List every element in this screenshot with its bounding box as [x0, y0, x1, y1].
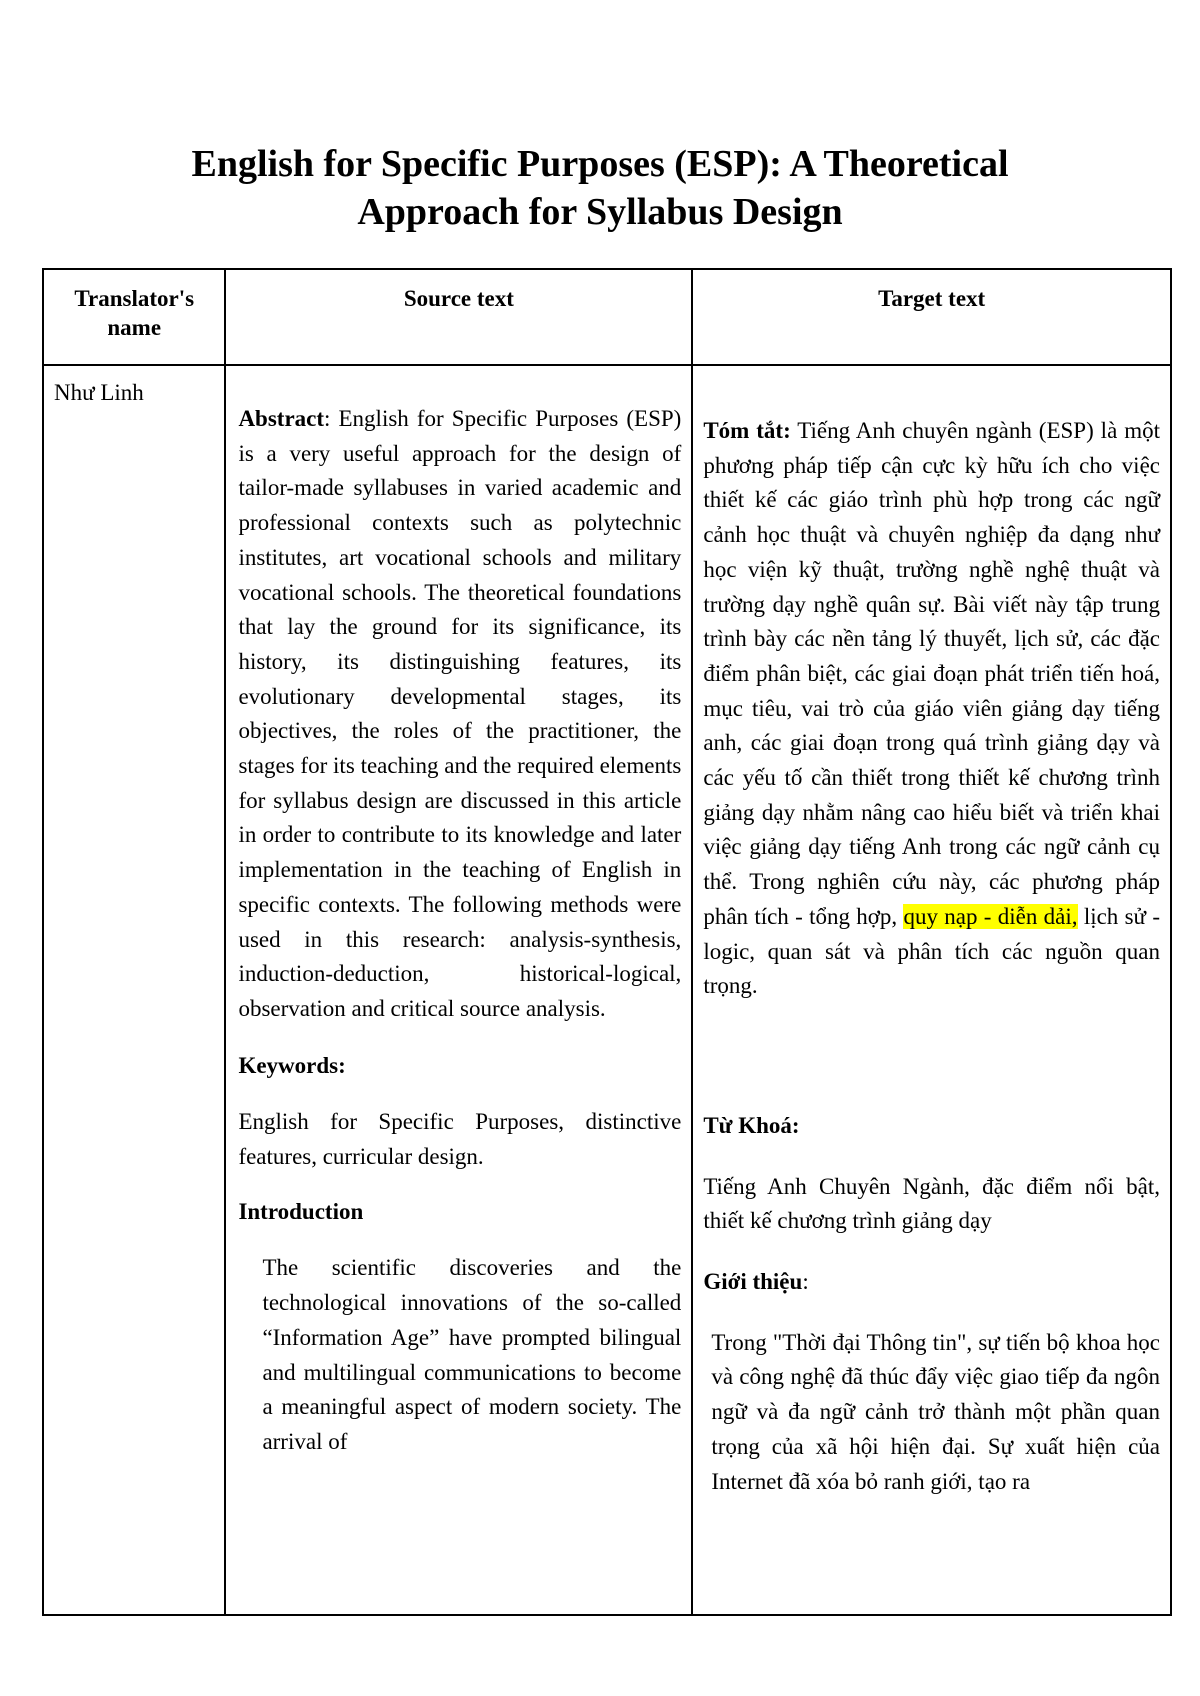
source-abstract: [238, 402, 681, 1027]
source-abstract-text: : English for Specific Purposes (ESP) is a very useful approach for the design of tailor-made syllabuses in varied academic and professional contexts such as polytechnic institutes, art vocational schools and military vocational schools. The theoretical foundations that lay the ground for its significance, its history, its distinguishing features, its evolutionary developmental stages, its objectives, the roles of the practitioner, the stages for its teaching and the required elements for syllabus design are discussed in this article in order to contribute to its knowledge and later implementation in the teaching of English in specific contexts. The following methods were used in this research: analysis-synthesis, induction-deduction, historical-logical, observation and critical source analysis.: [238, 406, 682, 1021]
target-abstract-highlight: quy nạp - diễn dải,: [903, 903, 1078, 929]
table-row: [43, 365, 1171, 1615]
header-target-text: Target text: [692, 269, 1171, 365]
target-abstract-label: Tóm tắt:: [703, 418, 791, 443]
source-keywords-label: Keywords:: [238, 1052, 346, 1078]
target-text-cell: [692, 365, 1171, 1615]
target-abstract: [703, 414, 1160, 1004]
header-translator-name: Translator's name: [43, 269, 225, 365]
document-title: [0, 140, 1200, 236]
table-header-row: [43, 269, 1171, 365]
translator-name: Như Linh: [54, 380, 144, 405]
target-abstract-text-before: Tiếng Anh chuyên ngành (ESP) là một phương pháp tiếp cận cực kỳ hữu ích cho việc thiết kế các giáo trình phù hợp trong các ngữ cảnh học thuật và chuyên nghiệp đa dạng như học viện kỹ thuật, trường nghề nghệ thuật và trường dạy nghề quân sự. Bài viết này tập trung trình bày các nền tảng lý thuyết, lịch sử, các đặc điểm phân biệt, các giai đoạn phát triển tiến hoá, mục tiêu, vai trò của giáo viên giảng dạy tiếng anh, các giai đoạn trong quá trình giảng dạy và các yếu tố cần thiết trong thiết kế chương trình giảng dạy nhằm nâng cao hiểu biết và triển khai việc giảng dạy tiếng Anh trong các ngữ cảnh cụ thể. Trong nghiên cứu này, các phương pháp phân tích - tổng hợp,: [703, 418, 1160, 929]
header-source-text: Source text: [225, 269, 692, 365]
target-intro-text: Trong "Thời đại Thông tin", sự tiến bộ khoa học và công nghệ đã thúc đẩy việc giao tiếp đa ngôn ngữ và đa ngữ cảnh trở thành một phần quan trọng của xã hội hiện đại. Sự xuất hiện của Internet đã xóa bỏ ranh giới, tạo ra: [711, 1329, 1160, 1494]
source-abstract-label: Abstract: [238, 406, 325, 431]
title-line-1: English for Specific Purposes (ESP): A Theoretical: [191, 143, 1009, 185]
source-keywords-text: English for Specific Purposes, distinctive features, curricular design.: [238, 1109, 682, 1170]
target-keywords-label: Từ Khoá:: [703, 1112, 800, 1138]
translator-name-cell: [43, 365, 225, 1615]
target-abstract-text-after: lịch sử - logic, quan sát và phân tích các nguồn quan trọng.: [703, 903, 1160, 999]
source-text-cell: [225, 365, 692, 1615]
title-line-2: Approach for Syllabus Design: [357, 191, 843, 233]
source-intro-text: The scientific discoveries and the technological innovations of the so-called “Information Age” have prompted bilingual and multilingual communications to become a meaningful aspect of modern society. The arrival of: [262, 1255, 682, 1454]
source-intro-label: Introduction: [238, 1198, 364, 1224]
target-intro-label: Giới thiệu:: [703, 1269, 809, 1295]
target-keywords-text: Tiếng Anh Chuyên Ngành, đặc điểm nổi bật, thiết kế chương trình giảng dạy: [703, 1173, 1160, 1234]
translation-table: [42, 268, 1172, 1616]
